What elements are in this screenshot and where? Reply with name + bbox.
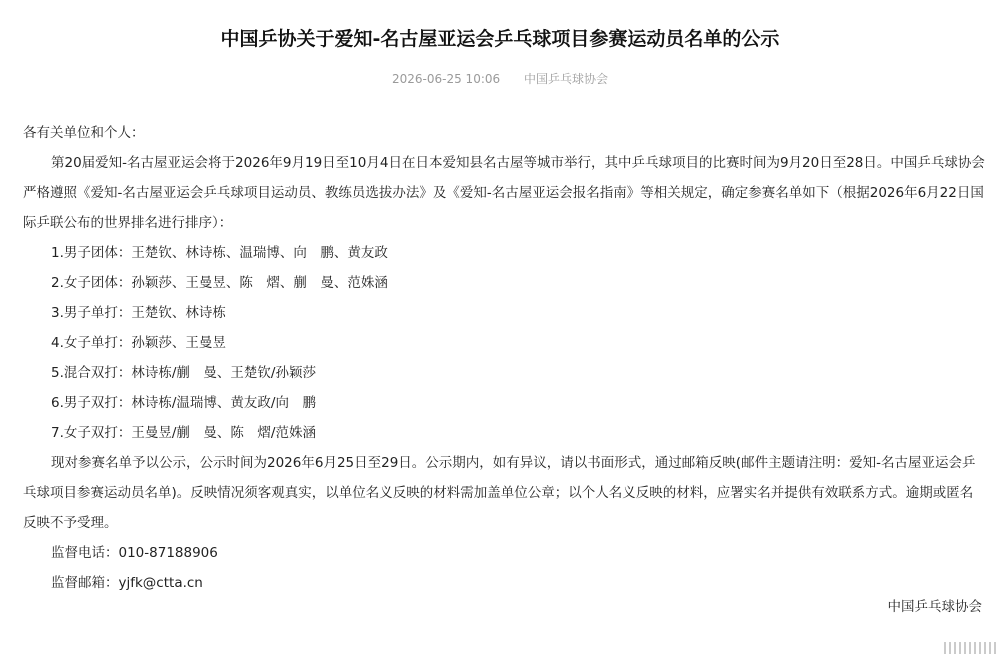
notice-paragraph: 现对参赛名单予以公示，公示时间为2026年6月25日至29日。公示期内，如有异议，请以书面形式，通过邮箱反映(邮件主题请注明：爱知-名古屋亚运会乒乓球项目参赛运动员名单)。反映情况须客观真实，以单位名义反映的材料需加盖单位公章；以个人名义反映的材料，应署实名并提供有效联系方式。逾期或匿名反映不予受理。 [23, 455, 976, 531]
list-item: 3.男子单打：王楚钦、林诗栋 [51, 305, 226, 321]
watermark-bars-icon [944, 642, 996, 654]
intro-paragraph: 第20届爱知-名古屋亚运会将于2026年9月19日至10月4日在日本爱知县名古屋等城市举行，其中乒乓球项目的比赛时间为9月20日至28日。中国乒乓球协会严格遵照《爱知-名古屋亚运会乒乓球项目运动员、教练员选拔办法》及《爱知-名古屋亚运会报名指南》等相关规定，确定参赛名单如下（根据2026年6月22日国际乒联公布的世界排名进行排序）： [23, 155, 985, 231]
article-body [23, 118, 986, 598]
signature: 中国乒乓球协会 [887, 599, 982, 615]
list-item: 1.男子团体：王楚钦、林诗栋、温瑞博、向 鹏、黄友政 [51, 245, 388, 261]
list-item: 2.女子团体：孙颖莎、王曼昱、陈 熠、蒯 曼、范姝涵 [51, 275, 388, 291]
article-meta [0, 70, 1000, 87]
salutation: 各有关单位和个人： [23, 125, 145, 141]
supervision-phone: 监督电话：010-87188906 [51, 545, 218, 561]
article-title: 中国乒协关于爱知-名古屋亚运会乒乓球项目参赛运动员名单的公示 [220, 28, 780, 50]
supervision-email: 监督邮箱：yjfk@ctta.cn [51, 575, 203, 591]
list-item: 6.男子双打：林诗栋/温瑞博、黄友政/向 鹏 [51, 395, 316, 411]
list-item: 5.混合双打：林诗栋/蒯 曼、王楚钦/孙颖莎 [51, 365, 316, 381]
list-item: 7.女子双打：王曼昱/蒯 曼、陈 熠/范姝涵 [51, 425, 316, 441]
article-source: 中国乒乓球协会 [523, 72, 608, 86]
list-item: 4.女子单打：孙颖莎、王曼昱 [51, 335, 226, 351]
publish-date: 2026-06-25 10:06 [392, 72, 501, 86]
